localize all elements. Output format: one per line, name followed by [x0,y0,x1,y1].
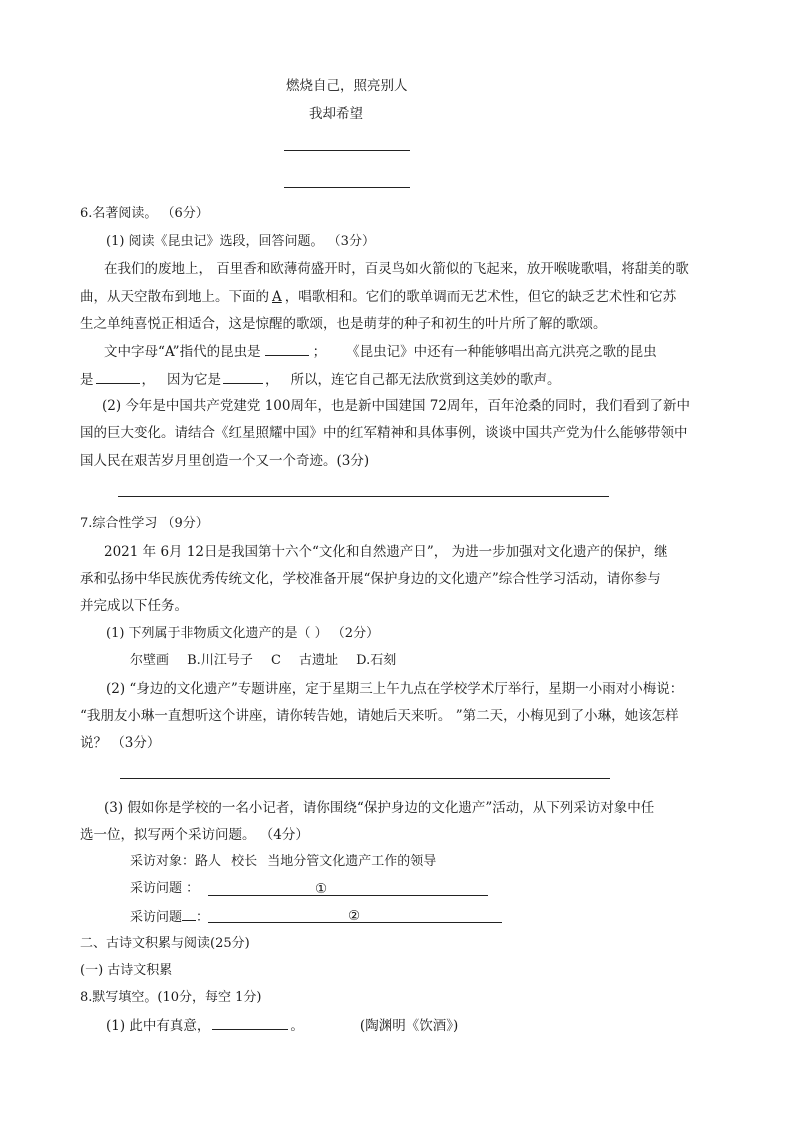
answer-blank-reason [223,369,263,384]
q7-sub2-answer-line [120,778,610,779]
q6-passage-line-3: 生之单纯喜悦正相适合，这是惊醒的歌颂，也是萌芽的种子和初生的叶片所了解的歌颂。 [80,316,607,332]
interview-question-label-1: 采访问题 ： [130,881,200,896]
circled-number-1: ① [315,881,328,897]
q8-title: 8.默写填空。(10分，每空 1分) [80,990,262,1005]
q7-sub3-line-1: (3) 假如你是学校的一名小记者，请你围绕“保护身边的文化遗产”活动，从下列采访对象中任 [104,800,655,816]
q7-options: 尔壁画 B.川江号子 C 古遗址 D.石刻 [130,653,397,668]
q6-sub2-line-3: 国人民在艰苦岁月里创造一个又一个奇迹。(3分) [80,453,370,469]
blank-A: A [272,289,282,305]
q7-sub3-line-2: 选一位，拟写两个采访问题。 （4分） [80,827,309,843]
interview-question-label-2: 采访问题 ： [130,906,209,928]
answer-blank-insect-b [96,369,140,384]
q6-title: 6.名著阅读。 （6分） [80,206,209,221]
q6-question-line-1: 文中字母“A”指代的昆虫是 ； 《昆虫记》中还有一种能够唱出高亢洪亮之歌的昆虫 [104,341,657,362]
poem-line-2: 我却希望 [309,106,363,122]
q7-sub1: (1) 下列属于非物质文化遗产的是（ ） （2分） [106,626,380,641]
q6-passage-line-1: 在我们的废地上， 百里香和欧薄荷盛开时，百灵鸟如火箭似的飞起来，放开喉咙歌唱，将甜美的歌 [104,261,689,277]
section-2-subtitle: (一) 古诗文积累 [80,963,173,978]
interview-targets: 采访对象：路人 校长 当地分管文化遗产工作的领导 [130,854,437,869]
poem-blank-2 [284,187,410,188]
q6-answer-line [118,496,609,497]
poem-blank-1 [284,150,410,151]
q8-answer-blank [212,1015,288,1030]
q6-question-line-2: 是 ， 因为它是 ， 所以，连它自己都无法欣赏到这美妙的歌声。 [80,369,561,390]
q7-intro-line-1: 2021 年 6月 12日是我国第十六个“文化和自然遗产日”， 为进一步加强对文化遗产的保护，继 [104,544,668,560]
q8-item-1: (1) 此中有真意， 。 (陶渊明《饮酒》) [106,1015,458,1036]
q7-title: 7.综合性学习 （9分） [80,516,209,531]
poem-line-1: 燃烧自己，照亮别人 [286,78,408,94]
section-2-title: 二、古诗文积累与阅读(25分) [80,936,250,951]
q6-sub2-line-1: (2) 今年是中国共产党建党 100周年，也是新中国建国 72周年，百年沧桑的同时，我们看到了新中 [102,398,690,414]
q7-sub2-line-1: (2) “身边的文化遗产”专题讲座，定于星期三上午九点在学校学术厅举行，星期一小雨对小梅说： [106,681,684,697]
q6-passage-line-2: 曲，从天空散布到地上。下面的 A ，唱歌相和。它们的歌单调而无艺术性，但它的缺乏艺术性和它苏 [80,289,677,305]
q7-sub2-line-2: “我朋友小琳一直想听这个讲座，请你转告她，请她后天来听。 ”第二天，小梅见到了小琳，她该怎样 [80,708,679,724]
q7-intro-line-3: 并完成以下任务。 [80,598,188,614]
circled-number-2: ② [348,908,361,924]
answer-blank-insect-a [265,341,309,356]
q6-sub2-line-2: 国的巨大变化。请结合《红星照耀中国》中的红军精神和具体事例，谈谈中国共产党为什么能够带领中 [80,425,688,441]
q6-sub1-heading: (1) 阅读《昆虫记》选段，回答问题。 （3分） [106,234,375,249]
interview-question-blank-1 [208,895,488,896]
q7-sub2-line-3: 说？ （3分） [80,735,161,751]
q7-intro-line-2: 承和弘扬中华民族优秀传统文化，学校准备开展“保护身边的文化遗产”综合性学习活动，请你参与 [80,571,661,587]
